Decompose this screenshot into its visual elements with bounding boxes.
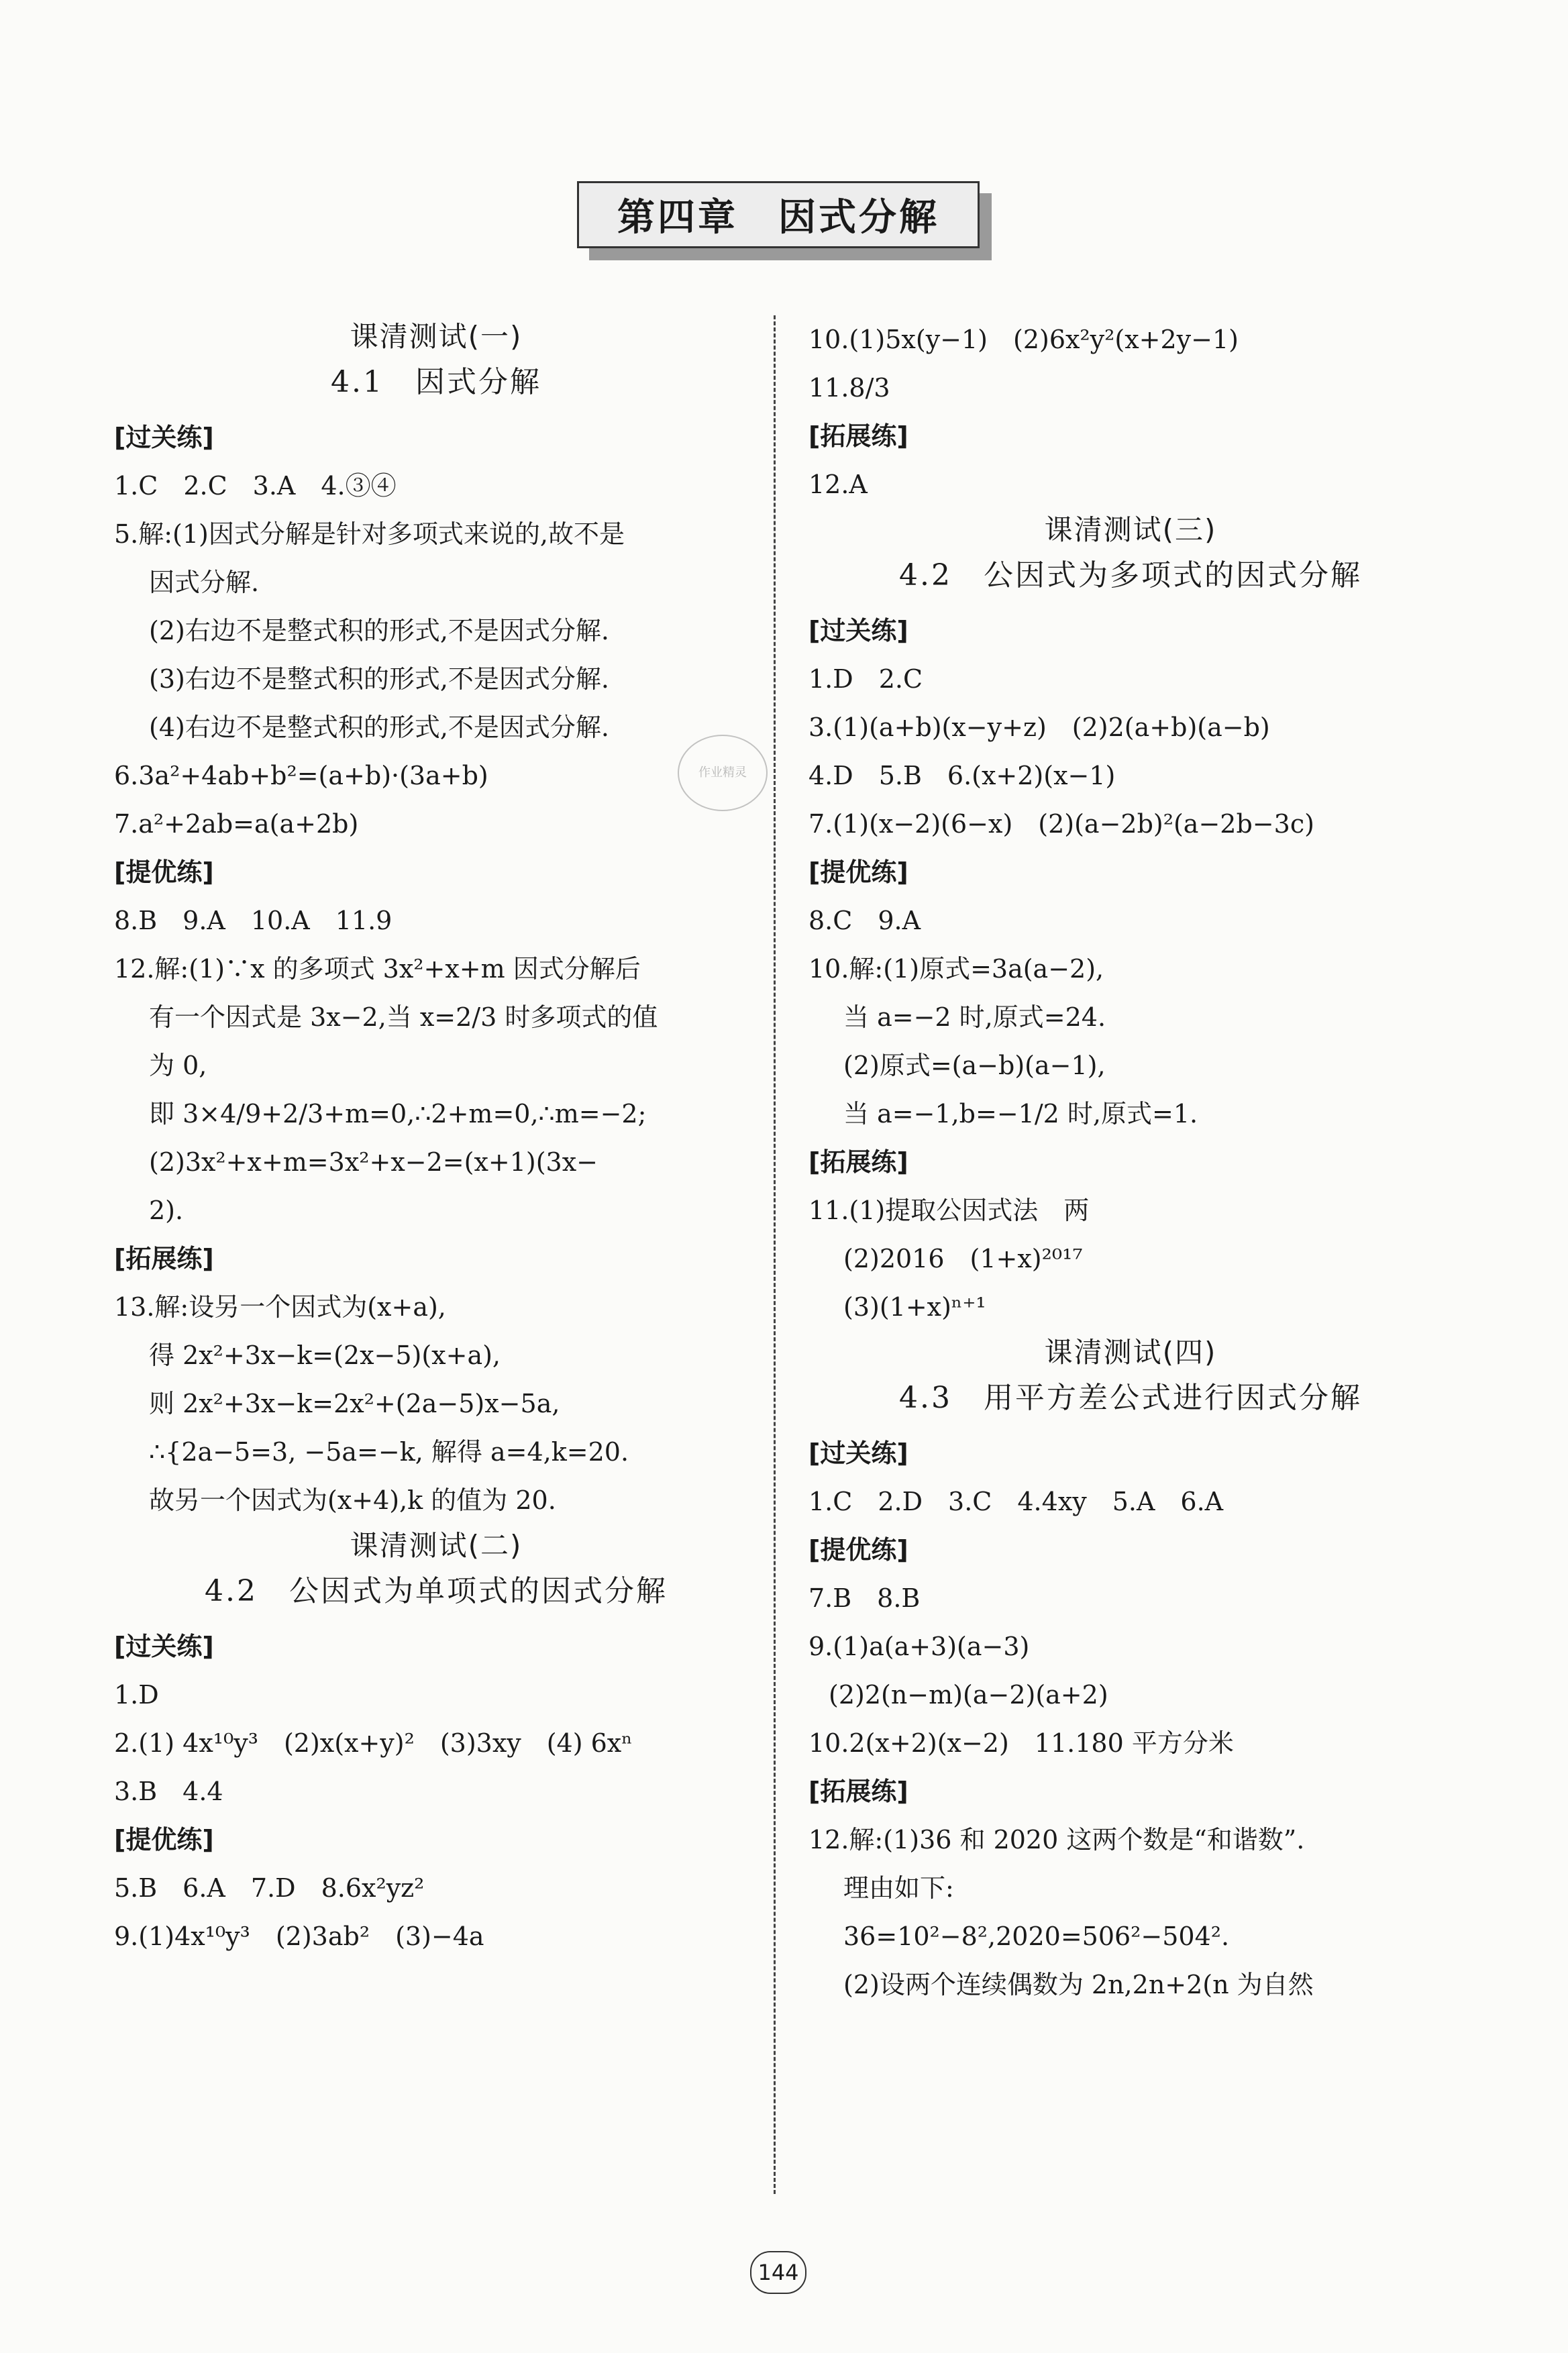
exercise-tag: [拓展练] xyxy=(808,1147,908,1177)
answer-line: 即 3×4/9+2/3+m=0,∴2+m=0,∴m=−2; xyxy=(149,1099,647,1129)
answer-line: 11.8/3 xyxy=(808,373,890,403)
exercise-tag: [过关练] xyxy=(114,423,214,452)
exercise-tag: [过关练] xyxy=(114,1632,214,1661)
answer-line: 13.解:设另一个因式为(x+a), xyxy=(114,1292,446,1322)
answer-line: 10.2(x+2)(x−2) 11.180 平方分米 xyxy=(808,1728,1234,1758)
exercise-tag: [过关练] xyxy=(808,616,908,645)
answer-line: 3.(1)(a+b)(x−y+z) (2)2(a+b)(a−b) xyxy=(808,713,1270,742)
answer-line: 9.(1)a(a+3)(a−3) xyxy=(808,1632,1030,1661)
answer-line: 5.B 6.A 7.D 8.6x²yz² xyxy=(114,1873,425,1903)
section-subheading: 4.2 公因式为单项式的因式分解 xyxy=(205,1574,668,1608)
right-column xyxy=(808,315,1453,2009)
column-divider xyxy=(774,315,776,2194)
exercise-tag: [提优练] xyxy=(808,1535,908,1565)
answer-line: 则 2x²+3x−k=2x²+(2a−5)x−5a, xyxy=(149,1389,560,1418)
answer-line: (3)右边不是整式积的形式,不是因式分解. xyxy=(149,664,609,694)
answer-line: ∴{2a−5=3, −5a=−k, 解得 a=4,k=20. xyxy=(149,1437,629,1467)
chapter-title: 第四章 因式分解 xyxy=(577,181,980,248)
section-heading: 课清测试(一) xyxy=(350,320,523,353)
answer-line: 5.解:(1)因式分解是针对多项式来说的,故不是 xyxy=(114,519,625,549)
answer-line: 4.D 5.B 6.(x+2)(x−1) xyxy=(808,761,1116,790)
answer-line: 当 a=−1,b=−1/2 时,原式=1. xyxy=(843,1099,1198,1129)
answer-line: 11.(1)提取公因式法 两 xyxy=(808,1196,1090,1225)
answer-line: 7.a²+2ab=a(a+2b) xyxy=(114,809,359,839)
answer-line: 12.解:(1)36 和 2020 这两个数是“和谐数”. xyxy=(808,1825,1305,1854)
answer-line: 1.C 2.D 3.C 4.4xy 5.A 6.A xyxy=(808,1487,1224,1516)
page-number: 144 xyxy=(750,2251,806,2294)
answer-line: (2)原式=(a−b)(a−1), xyxy=(843,1051,1106,1080)
answer-line: 得 2x²+3x−k=(2x−5)(x+a), xyxy=(149,1341,501,1370)
section-subheading: 4.2 公因式为多项式的因式分解 xyxy=(899,558,1362,592)
answer-line: (2)2016 (1+x)²⁰¹⁷ xyxy=(843,1244,1083,1273)
answer-line: 因式分解. xyxy=(149,568,260,597)
answer-line: 8.C 9.A xyxy=(808,906,921,935)
answer-line: 10.解:(1)原式=3a(a−2), xyxy=(808,954,1104,984)
answer-line: 1.D xyxy=(114,1680,159,1710)
answer-line: 6.3a²+4ab+b²=(a+b)·(3a+b) xyxy=(114,761,488,790)
exercise-tag: [提优练] xyxy=(114,1825,214,1854)
chapter-title-box xyxy=(577,181,993,262)
answer-line: 有一个因式是 3x−2,当 x=2/3 时多项式的值 xyxy=(149,1002,658,1032)
answer-line: 10.(1)5x(y−1) (2)6x²y²(x+2y−1) xyxy=(808,325,1239,354)
exercise-tag: [拓展练] xyxy=(114,1244,214,1273)
answer-line: 1.D 2.C xyxy=(808,664,923,694)
answer-line: 理由如下: xyxy=(843,1873,954,1903)
answer-line: (2)3x²+x+m=3x²+x−2=(x+1)(3x− xyxy=(149,1147,598,1177)
answer-line: 1.C 2.C 3.A 4.③④ xyxy=(114,471,397,501)
answer-line: 9.(1)4x¹⁰y³ (2)3ab² (3)−4a xyxy=(114,1922,484,1951)
answer-line: (2)右边不是整式积的形式,不是因式分解. xyxy=(149,616,609,645)
exercise-tag: [提优练] xyxy=(808,857,908,887)
answer-line: (2)设两个连续偶数为 2n,2n+2(n 为自然 xyxy=(843,1970,1314,1999)
answer-line: 12.解:(1)∵x 的多项式 3x²+x+m 因式分解后 xyxy=(114,954,641,984)
answer-line: 为 0, xyxy=(149,1051,207,1080)
answer-line: 2). xyxy=(149,1196,184,1225)
answer-line: 8.B 9.A 10.A 11.9 xyxy=(114,906,393,935)
answer-line: (4)右边不是整式积的形式,不是因式分解. xyxy=(149,713,609,742)
exercise-tag: [拓展练] xyxy=(808,421,908,451)
answer-line: 2.(1) 4x¹⁰y³ (2)x(x+y)² (3)3xy (4) 6xⁿ xyxy=(114,1728,633,1758)
exercise-tag: [提优练] xyxy=(114,857,214,887)
answer-line: (2)2(n−m)(a−2)(a+2) xyxy=(829,1680,1108,1710)
answer-line: 当 a=−2 时,原式=24. xyxy=(843,1002,1106,1032)
answer-line: 3.B 4.4 xyxy=(114,1777,223,1806)
answer-line: 12.A xyxy=(808,470,868,499)
answer-line: 故另一个因式为(x+4),k 的值为 20. xyxy=(149,1485,556,1515)
section-heading: 课清测试(三) xyxy=(1044,513,1217,546)
answer-line: (3)(1+x)ⁿ⁺¹ xyxy=(843,1292,986,1322)
answer-line: 7.(1)(x−2)(6−x) (2)(a−2b)²(a−2b−3c) xyxy=(808,809,1314,839)
answer-line: 7.B 8.B xyxy=(808,1583,921,1613)
section-subheading: 4.1 因式分解 xyxy=(331,365,541,399)
exercise-tag: [拓展练] xyxy=(808,1777,908,1806)
left-column xyxy=(114,315,758,1960)
section-subheading: 4.3 用平方差公式进行因式分解 xyxy=(899,1381,1362,1415)
section-heading: 课清测试(四) xyxy=(1044,1336,1217,1369)
watermark-stamp: 作业精灵 xyxy=(678,735,768,811)
section-heading: 课清测试(二) xyxy=(350,1529,523,1562)
answer-line: 36=10²−8²,2020=506²−504². xyxy=(843,1922,1230,1951)
exercise-tag: [过关练] xyxy=(808,1439,908,1468)
